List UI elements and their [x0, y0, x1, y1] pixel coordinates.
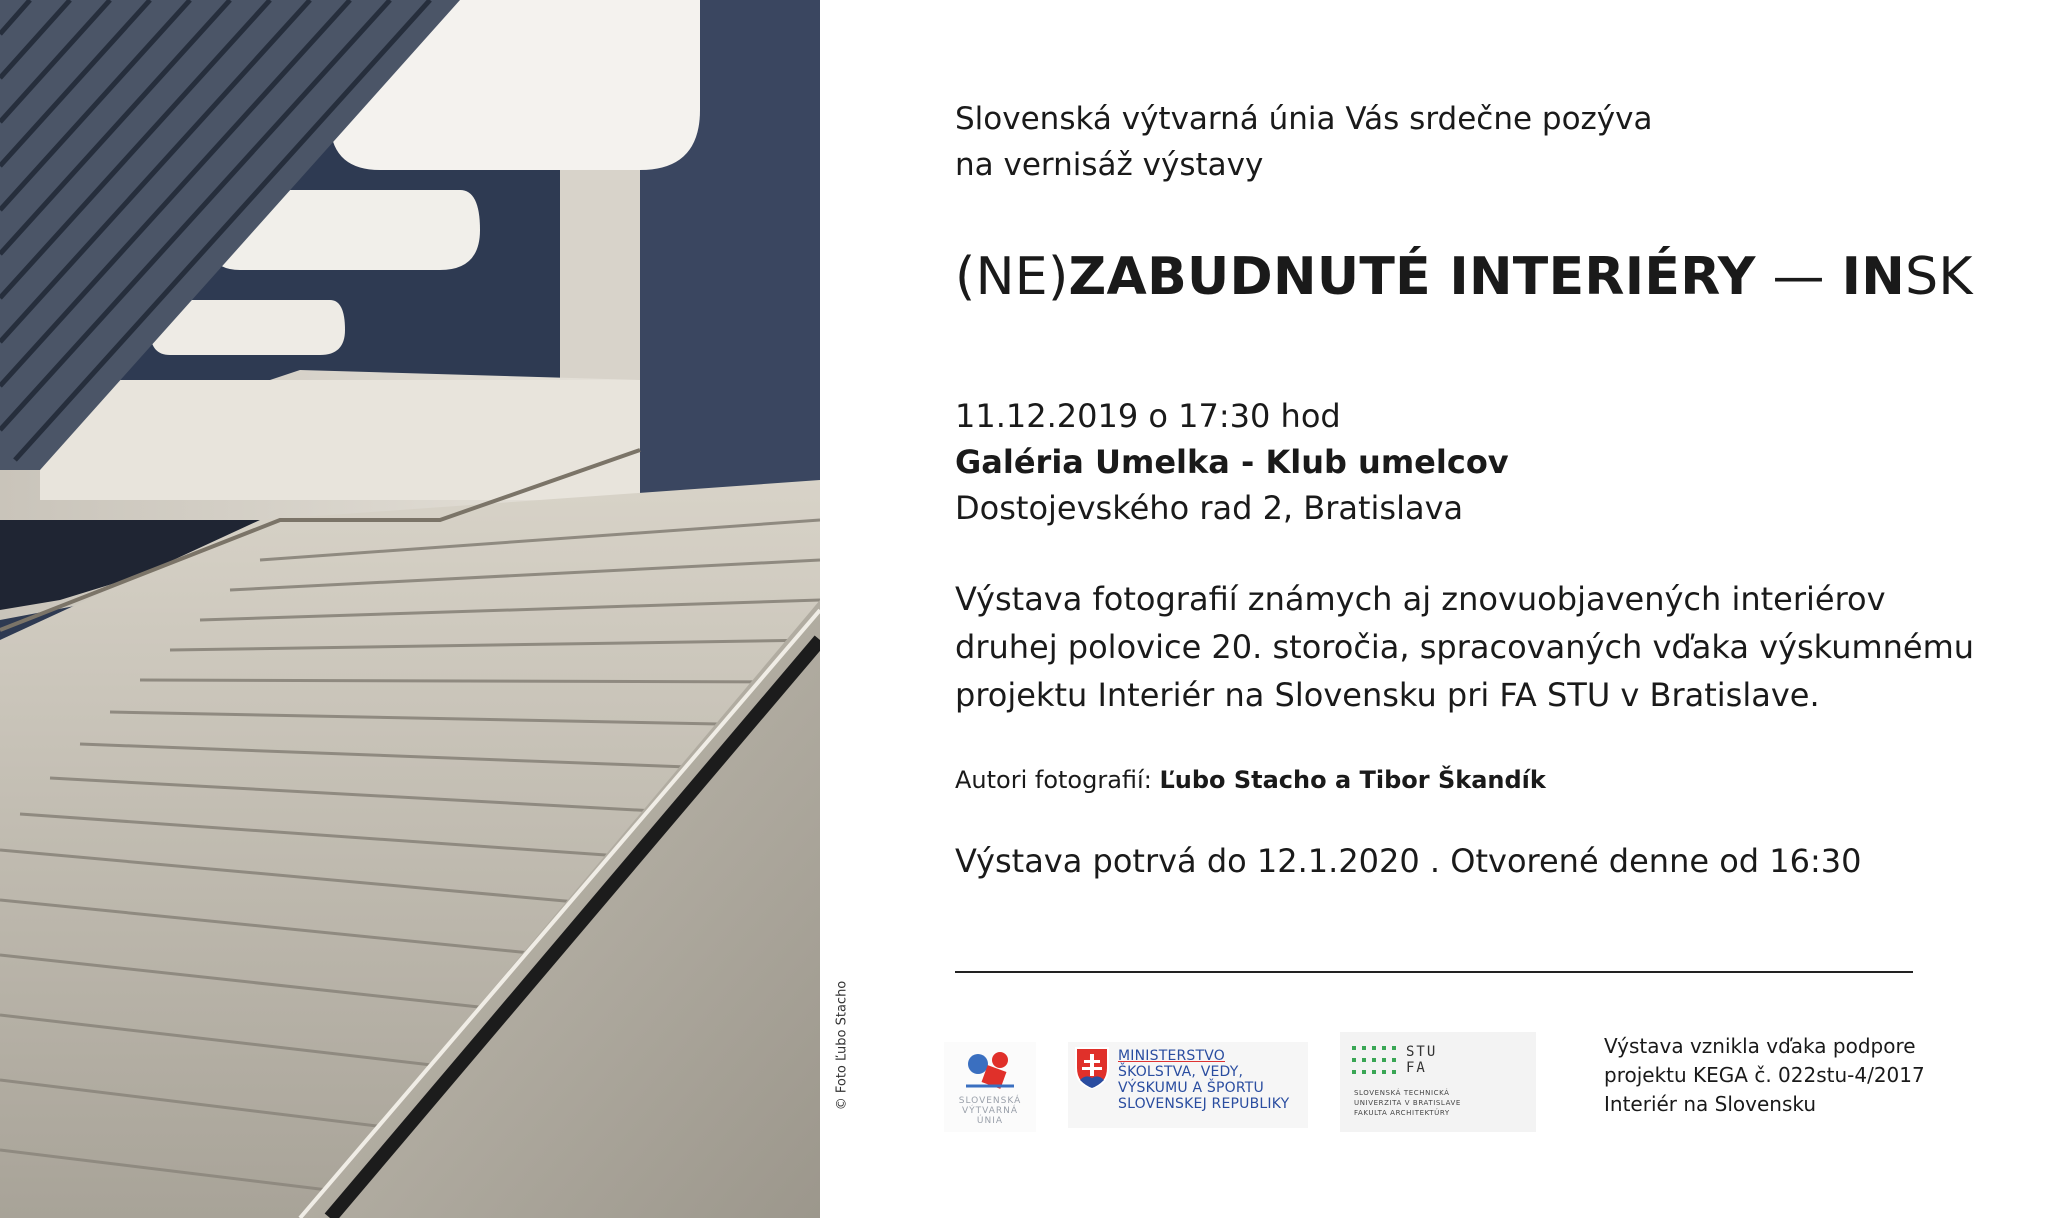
stu-sub-1: SLOVENSKÁ TECHNICKÁ — [1354, 1089, 1450, 1097]
ministry-logo — [1068, 1042, 1308, 1128]
title-main: ZABUDNUTÉ INTERIÉRY — [1068, 247, 1756, 307]
authors-label: Autori fotografií: — [955, 766, 1152, 794]
exhibition-description — [955, 575, 1988, 719]
photo-credit: © Foto Ľubo Stacho — [834, 980, 850, 1110]
support-line-3: Interiér na Slovensku — [1604, 1092, 1817, 1116]
stu-line-2: FA — [1406, 1060, 1427, 1076]
ministry-text — [1118, 1048, 1289, 1112]
stu-wordmark — [1406, 1044, 1437, 1076]
suv-logo-line-3: ÚNIA — [976, 1116, 1004, 1126]
stu-line-1: STU — [1406, 1044, 1438, 1060]
title-code-light: SK — [1905, 247, 1973, 307]
intro-line-1: Slovenská výtvarná únia Vás srdečne pozýva — [955, 101, 1653, 137]
event-venue: Galéria Umelka - Klub umelcov — [955, 443, 1509, 481]
support-line-1: Výstava vznikla vďaka podpore — [1604, 1034, 1916, 1058]
description-line-3: projektu Interiér na Slovensku pri FA STU v Bratislave. — [955, 676, 1820, 714]
stu-sub-3: FAKULTA ARCHITEKTÚRY — [1354, 1109, 1450, 1117]
event-details — [955, 393, 1988, 531]
description-line-2: druhej polovice 20. storočia, spracovaných vďaka výskumnému — [955, 628, 1975, 666]
suv-logo-line-1: SLOVENSKÁ — [958, 1096, 1022, 1106]
exhibition-title — [955, 246, 1988, 308]
staircase-illustration — [0, 0, 820, 1218]
description-line-1: Výstava fotografií známych aj znovuobjavených interiérov — [955, 580, 1886, 618]
stu-fa-logo — [1340, 1032, 1536, 1132]
ministry-line-2: ŠKOLSTVA, VEDY, — [1118, 1064, 1244, 1080]
divider-line — [955, 971, 1913, 973]
intro-line-2: na vernisáž výstavy — [955, 147, 1264, 183]
stu-subtitle — [1354, 1088, 1461, 1118]
title-prefix: (NE) — [955, 247, 1069, 307]
title-code-bold: IN — [1841, 247, 1906, 307]
suv-logo-line-2: VÝTVARNÁ — [961, 1106, 1019, 1116]
ministry-line-4: SLOVENSKEJ REPUBLIKY — [1118, 1096, 1290, 1112]
ministry-line-3: VÝSKUMU A ŠPORTU — [1118, 1080, 1264, 1096]
authors-names: Ľubo Stacho a Tibor Škandík — [1159, 766, 1546, 794]
suv-logo — [944, 1042, 1036, 1132]
photo-authors — [955, 763, 1988, 797]
exhibition-duration: Výstava potrvá do 12.1.2020 . Otvorené denne od 16:30 — [955, 842, 1862, 880]
event-datetime: 11.12.2019 o 17:30 hod — [955, 397, 1341, 435]
support-line-2: projektu KEGA č. 022stu-4/2017 — [1604, 1063, 1925, 1087]
invitation-intro — [955, 96, 1988, 188]
stu-dots-icon — [1350, 1044, 1404, 1084]
suv-logo-icon — [944, 1046, 1036, 1096]
title-dash: — — [1755, 247, 1842, 307]
ministry-line-1: MINISTERSTVO — [1118, 1048, 1226, 1064]
event-address: Dostojevského rad 2, Bratislava — [955, 489, 1464, 527]
slovak-coat-of-arms-icon — [1074, 1046, 1110, 1090]
support-note — [1604, 1032, 1925, 1119]
stu-sub-2: UNIVERZITA V BRATISLAVE — [1354, 1099, 1461, 1107]
staircase-photo — [0, 0, 820, 1218]
